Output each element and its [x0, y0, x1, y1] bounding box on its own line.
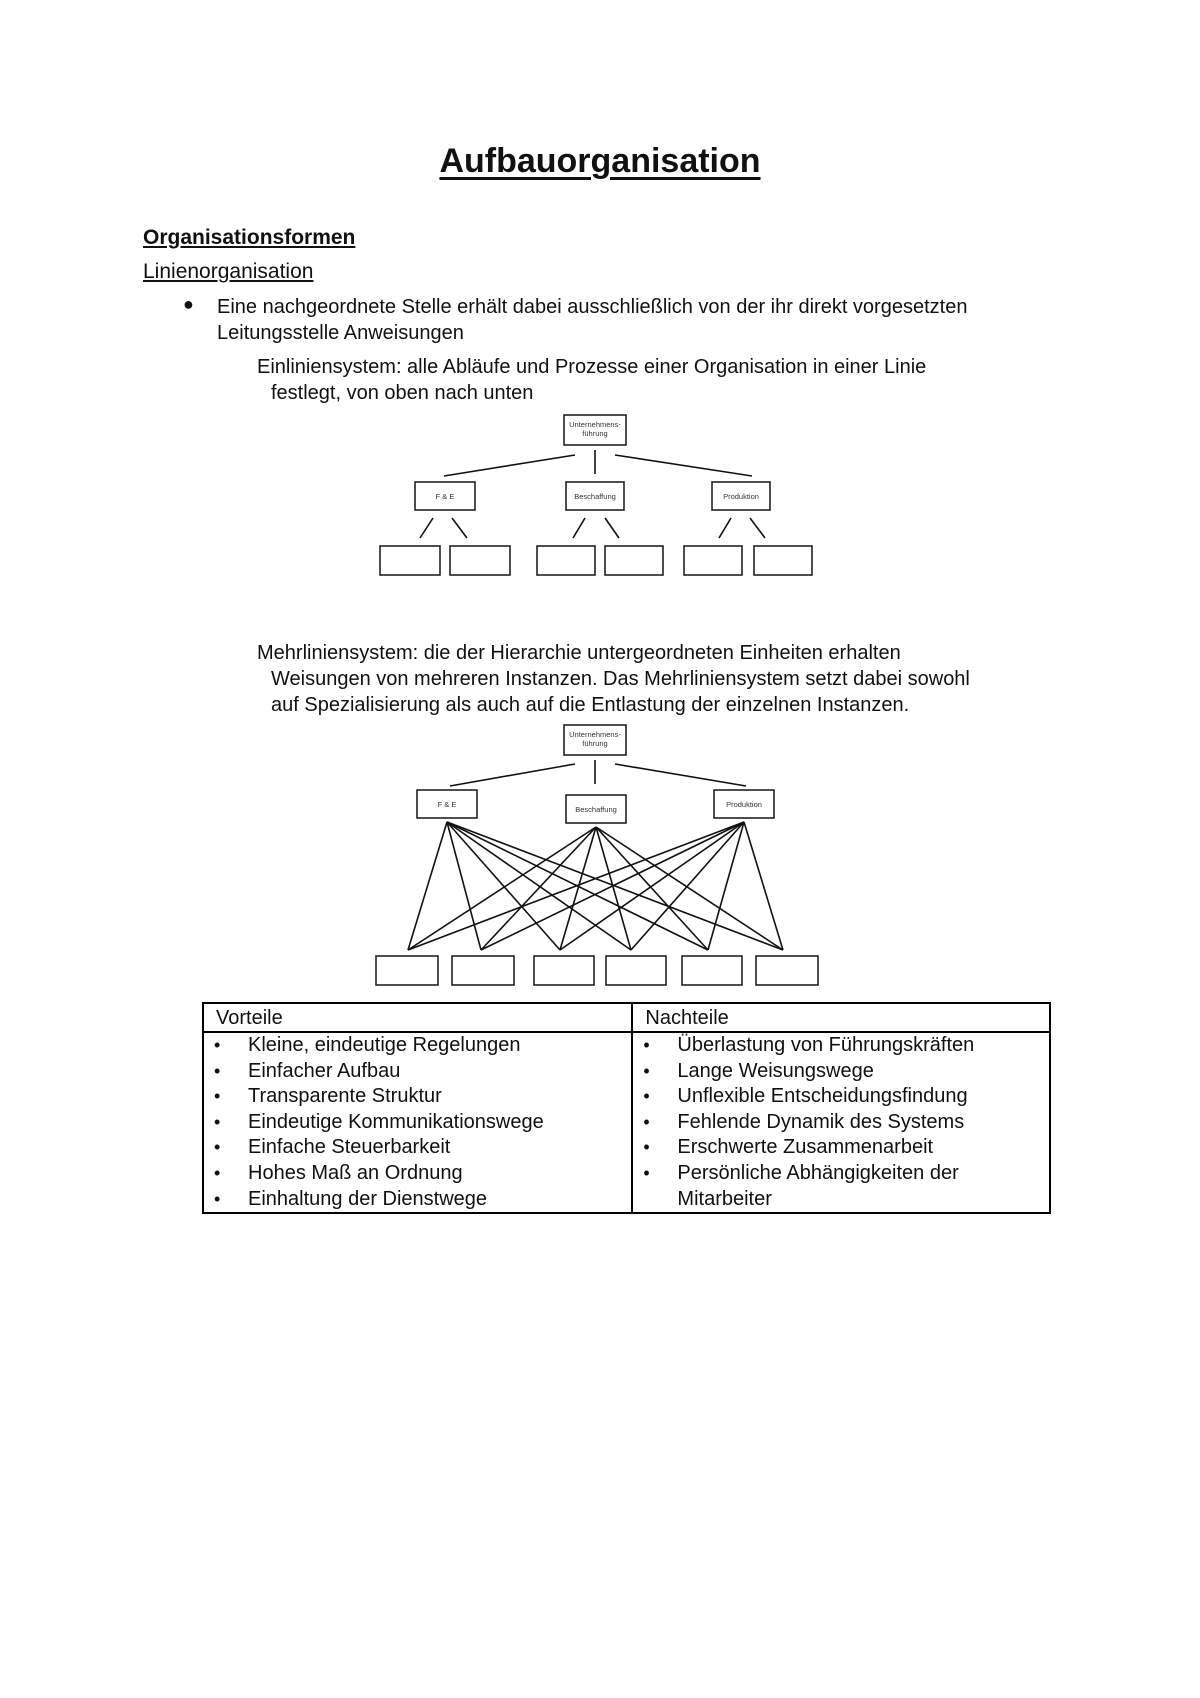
- unit-label-fe: F & E: [435, 492, 455, 501]
- unit-label-produktion: Produktion: [723, 492, 759, 501]
- sub-box: [380, 546, 440, 575]
- list-item: • Überlastung von Führungskräften: [633, 1033, 1049, 1059]
- definition-line-2: Leitungsstelle Anweisungen: [217, 322, 464, 344]
- cross-connectors: [408, 822, 783, 950]
- definition-line-1: Eine nachgeordnete Stelle erhält dabei ausschließlich von der ihr direkt vorgesetzten: [217, 296, 968, 318]
- mehrliniensystem-diagram: [370, 720, 830, 990]
- section-heading: Organisationsformen: [143, 226, 356, 249]
- bullet-marker: ●: [183, 294, 194, 314]
- page-title: Aufbauorganisation: [439, 142, 761, 180]
- list-item: • Fehlende Dynamik des Systems: [633, 1110, 1049, 1136]
- list-item: • Kleine, eindeutige Regelungen: [204, 1033, 631, 1059]
- list-item: • Lange Weisungswege: [633, 1059, 1049, 1085]
- connector: [444, 455, 575, 476]
- unit-label-beschaffung: Beschaffung: [574, 492, 616, 501]
- connector: [605, 518, 619, 538]
- connector: [615, 455, 752, 476]
- top-box-label-1: Unternehmens-: [569, 730, 621, 739]
- nachteile-list: [633, 1033, 1049, 1212]
- unit-label-produktion: Produktion: [726, 800, 762, 809]
- list-item: • Einfache Steuerbarkeit: [204, 1135, 631, 1161]
- vorteile-list: [204, 1033, 631, 1212]
- sub-box: [605, 546, 663, 575]
- list-item: • Einhaltung der Dienstwege: [204, 1187, 631, 1213]
- unit-label-fe: F & E: [437, 800, 457, 809]
- pros-cons-table: [202, 1002, 1051, 1214]
- list-item-continuation: Mitarbeiter: [677, 1187, 772, 1210]
- subsection-heading: Linienorganisation: [143, 260, 314, 283]
- connector: [450, 764, 575, 786]
- list-item: • Einfacher Aufbau: [204, 1059, 631, 1085]
- list-item: • Unflexible Entscheidungsfindung: [633, 1084, 1049, 1110]
- connector: [452, 518, 467, 538]
- connector: [573, 518, 585, 538]
- list-item: • Persönliche Abhängigkeiten der: [633, 1161, 1049, 1187]
- einliniensystem-diagram: [370, 410, 830, 585]
- sub-box: [684, 546, 742, 575]
- list-item: • Erschwerte Zusammenarbeit: [633, 1135, 1049, 1161]
- nachteile-header: Nachteile: [632, 1003, 1050, 1032]
- connector: [750, 518, 765, 538]
- list-item: • Eindeutige Kommunikationswege: [204, 1110, 631, 1136]
- vorteile-header: Vorteile: [203, 1003, 632, 1032]
- sub-box: [606, 956, 666, 985]
- sub-box: [754, 546, 812, 575]
- connector: [615, 764, 746, 786]
- vorteile-cell: [203, 1032, 632, 1213]
- unit-label-beschaffung: Beschaffung: [575, 805, 617, 814]
- einlinien-line-1: Einliniensystem: alle Abläufe und Prozesse einer Organisation in einer Linie: [257, 356, 927, 378]
- einlinien-line-2: festlegt, von oben nach unten: [271, 382, 534, 404]
- top-box-label-2: führung: [582, 739, 608, 748]
- sub-box: [376, 956, 438, 985]
- mehrliniensystem-paragraph: [257, 640, 1077, 718]
- definition-paragraph: [217, 294, 1077, 346]
- sub-box: [450, 546, 510, 575]
- einliniensystem-paragraph: [257, 354, 1077, 406]
- list-item: • Hohes Maß an Ordnung: [204, 1161, 631, 1187]
- mehrlinien-line-3: auf Spezialisierung als auch auf die Entlastung der einzelnen Instanzen.: [271, 694, 910, 716]
- sub-box: [452, 956, 514, 985]
- list-item: • Transparente Struktur: [204, 1084, 631, 1110]
- nachteile-cell: [632, 1032, 1050, 1213]
- sub-box: [534, 956, 594, 985]
- connector: [420, 518, 433, 538]
- sub-box: [756, 956, 818, 985]
- sub-box: [537, 546, 595, 575]
- top-box-label-2: führung: [582, 429, 608, 438]
- mehrlinien-line-2: Weisungen von mehreren Instanzen. Das Mehrliniensystem setzt dabei sowohl: [271, 668, 970, 690]
- sub-box: [682, 956, 742, 985]
- mehrlinien-line-1: Mehrliniensystem: die der Hierarchie untergeordneten Einheiten erhalten: [257, 642, 901, 664]
- top-box-label-1: Unternehmens-: [569, 420, 621, 429]
- connector: [719, 518, 731, 538]
